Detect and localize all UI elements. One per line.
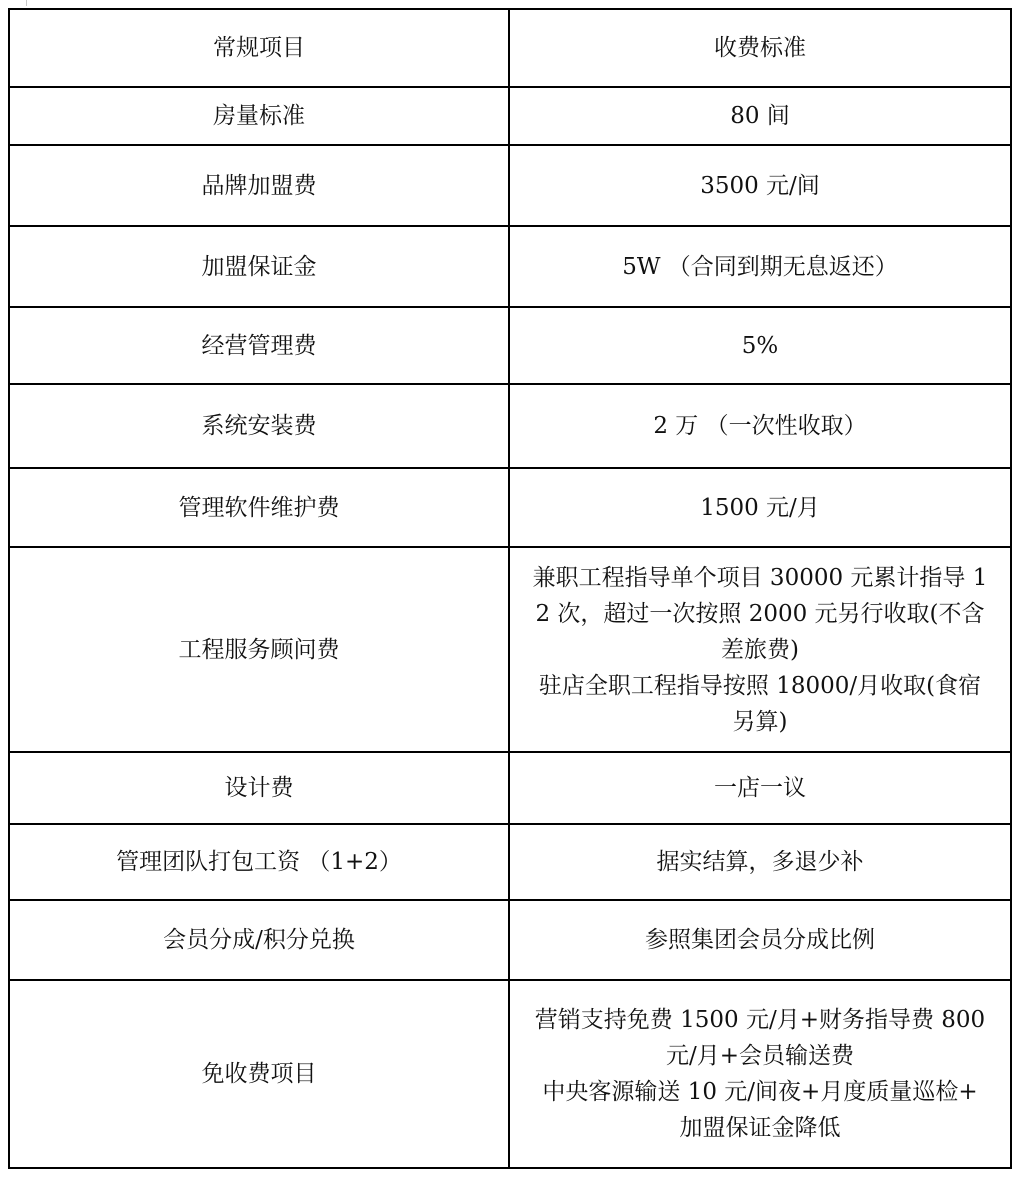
fee-text-line: 5%: [741, 332, 779, 359]
item-cell: 品牌加盟费: [9, 145, 509, 226]
table-row: [9, 226, 1011, 307]
header-fee-cell: 收费标准: [509, 9, 1011, 87]
fee-text-line: 加盟保证金降低: [679, 1115, 841, 1141]
item-cell: 加盟保证金: [9, 226, 509, 307]
fee-text-line: 中央客源输送 10 元/间夜+月度质量巡检+: [542, 1079, 978, 1105]
header-item-cell: 常规项目: [9, 9, 509, 87]
item-cell: 设计费: [9, 752, 509, 824]
fee-cell: [509, 752, 1011, 824]
item-cell: 管理团队打包工资 （1+2）: [9, 824, 509, 900]
fee-text-line: 3500 元/间: [700, 172, 820, 199]
fee-cell: [509, 824, 1011, 900]
fee-text-line: 据实结算，多退少补: [656, 849, 864, 875]
table-row: [9, 547, 1011, 752]
table-row: [9, 468, 1011, 547]
fee-cell: [509, 384, 1011, 468]
fee-cell: [509, 547, 1011, 752]
fee-cell: [509, 145, 1011, 226]
item-cell: 免收费项目: [9, 980, 509, 1168]
item-cell: 工程服务顾问费: [9, 547, 509, 752]
table-row: [9, 87, 1011, 145]
fee-cell: [509, 87, 1011, 145]
fee-cell: [509, 468, 1011, 547]
fee-text-line: 一店一议: [714, 775, 806, 801]
table-row: [9, 752, 1011, 824]
table-row: [9, 307, 1011, 384]
item-cell: 会员分成/积分兑换: [9, 900, 509, 980]
fee-text-line: 驻店全职工程指导按照 18000/月收取(食宿: [538, 672, 982, 699]
table-row: [9, 980, 1011, 1168]
page-corner-mark: [26, 0, 27, 6]
fee-cell: [509, 226, 1011, 307]
fee-text-line: 2 次，超过一次按照 2000 元另行收取(不含: [535, 600, 985, 627]
fee-text-line: 营销支持免费 1500 元/月+财务指导费 800: [534, 1007, 986, 1033]
fee-cell: [509, 307, 1011, 384]
item-cell: 房量标准: [9, 87, 509, 145]
fee-text-line: 参照集团会员分成比例: [645, 927, 875, 953]
fee-text-line: 另算): [732, 708, 788, 735]
fee-cell: [509, 900, 1011, 980]
table-row: [9, 900, 1011, 980]
item-cell: 经营管理费: [9, 307, 509, 384]
table-row: [9, 384, 1011, 468]
fee-text-line: 1500 元/月: [700, 494, 820, 521]
fee-text-line: 5W （合同到期无息返还）: [622, 253, 898, 280]
fee-text-line: 差旅费): [721, 636, 799, 663]
fee-text-line: 元/月+会员输送费: [665, 1043, 855, 1069]
table-row: [9, 145, 1011, 226]
item-cell: 系统安装费: [9, 384, 509, 468]
fee-text-line: 2 万 （一次性收取）: [653, 413, 867, 439]
table-header-row: [9, 9, 1011, 87]
item-cell: 管理软件维护费: [9, 468, 509, 547]
fee-text-line: 80 间: [730, 103, 790, 129]
fee-standard-table: [8, 8, 1012, 1169]
fee-text-line: 兼职工程指导单个项目 30000 元累计指导 1: [532, 564, 988, 591]
fee-cell: [509, 980, 1011, 1168]
table-row: [9, 824, 1011, 900]
